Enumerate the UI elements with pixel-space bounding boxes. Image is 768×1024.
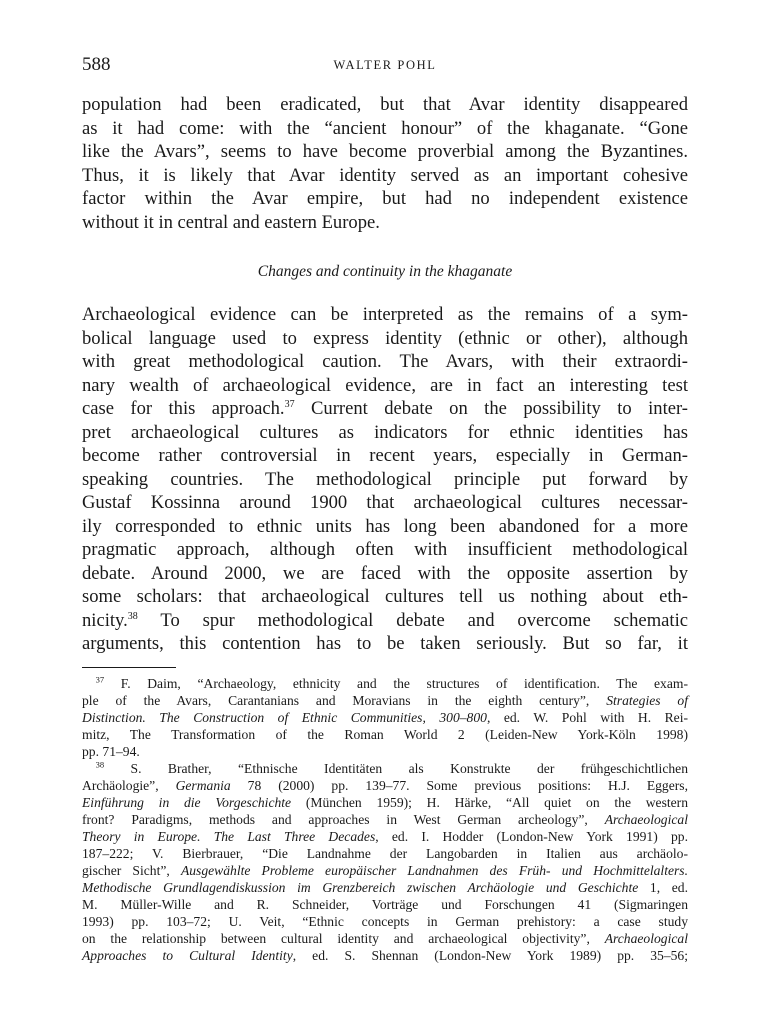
footnote-marker: 37 — [95, 674, 105, 685]
text-segment: Current debate on the possibility to inter- — [294, 398, 688, 419]
text-line: Archaeological evidence can be interpreted as the remains of a sym- — [82, 304, 688, 325]
text-segment: front? Paradigms, methods and approaches in West German archeology”, — [82, 812, 605, 827]
footnote-line: 187–222; V. Bierbrauer, “Die Landnahme der Langobarden in Italien aus archäolo- — [82, 846, 688, 861]
text-segment: Archäologie”, — [82, 778, 176, 793]
text-line: become rather controversial in recent years, especially in German- — [82, 445, 688, 466]
footnote-marker: 38 — [95, 759, 105, 770]
footnote-line — [82, 777, 688, 794]
text-line — [82, 609, 688, 633]
footnote-line — [82, 675, 688, 692]
footnote-ref-38[interactable]: 38 — [127, 610, 138, 622]
text-segment: (München 1959); H. Härke, “All quiet on the western — [291, 795, 689, 810]
text-segment: , ed. S. Shennan (London-New York 1989) pp. 35–56; — [292, 948, 689, 963]
footnote-37 — [82, 675, 688, 760]
italic-title: Germania — [175, 778, 231, 793]
text-segment: ple of the Avars, Carantanians and Moravians in the eighth century”, — [82, 693, 607, 708]
text-segment: S. Brather, “Ethnische Identitäten als Konstrukte der frühgeschichtlichen — [104, 761, 688, 776]
text-segment: 78 (2000) pp. 139–77. Some previous positions: H.J. Eggers, — [230, 778, 688, 793]
paragraph-1 — [82, 93, 688, 234]
italic-title: Approaches to Cultural Identity — [82, 948, 293, 963]
footnote-divider — [82, 667, 176, 668]
footnote-line — [82, 862, 688, 879]
text-line: debate. Around 2000, we are faced with the opposite assertion by — [82, 562, 688, 584]
italic-title: Archaeological — [604, 812, 688, 827]
text-segment: F. Daim, “Archaeology, ethnicity and the structures of identification. The exam- — [104, 676, 688, 691]
text-segment: To spur methodological debate and overcome schematic — [137, 609, 688, 631]
text-line: without it in central and eastern Europe. — [82, 211, 380, 233]
footnote-line — [82, 760, 688, 777]
text-line: as it had come: with the “ancient honour” of the khaganate. “Gone — [82, 117, 688, 139]
footnote-line — [82, 828, 688, 845]
text-line: arguments, this contention has to be taken seriously. But so far, it — [82, 633, 688, 654]
footnotes — [82, 675, 688, 964]
footnote-line — [82, 879, 688, 896]
text-line: speaking countries. The methodological principle put forward by — [82, 468, 688, 490]
text-segment: on the relationship between cultural identity and archaeological objectivity”, — [82, 931, 605, 946]
text-line: bolical language used to express identity (ethnic or other), although — [82, 327, 688, 349]
page-header — [82, 54, 688, 78]
italic-title: Archaeological — [604, 931, 688, 946]
running-head: WALTER POHL — [333, 58, 437, 72]
text-segment: , ed. I. Hodder (London-New York 1991) pp. — [375, 829, 688, 844]
text-line: Thus, it is likely that Avar identity served as an important cohesive — [82, 164, 688, 186]
footnote-line: M. Müller-Wille and R. Schneider, Vorträge und Forschungen 41 (Sigmaringen — [82, 897, 688, 912]
footnote-line — [82, 692, 688, 709]
footnote-line: pp. 71–94. — [82, 744, 140, 759]
text-line: factor within the Avar empire, but had no independent existence — [82, 188, 688, 209]
text-line: population had been eradicated, but that Avar identity disappeared — [82, 94, 688, 115]
italic-title: Strategies of — [606, 693, 689, 708]
italic-title: Ausgewählte Probleme europäischer Landnahmen des Früh- und Hochmittelalters. — [180, 863, 688, 878]
text-line: Gustaf Kossinna around 1900 that archaeological cultures necessar- — [82, 492, 688, 513]
text-segment: 1, ed. — [638, 880, 688, 895]
text-line: some scholars: that archaeological cultures tell us nothing about eth- — [82, 586, 688, 607]
footnote-line — [82, 947, 688, 964]
italic-title: Methodische Grundlagendiskussion im Grenzbereich zwischen Archäologie und Geschichte — [82, 880, 639, 895]
italic-title: Distinction. The Construction of Ethnic Communities, 300–800 — [82, 710, 487, 725]
text-line — [82, 397, 688, 421]
paragraph-2 — [82, 303, 688, 656]
footnote-line: 1993) pp. 103–72; U. Veit, “Ethnic concepts in German prehistory: a case study — [82, 914, 688, 929]
text-line: like the Avars”, seems to have become proverbial among the Byzantines. — [82, 141, 688, 162]
footnote-38 — [82, 760, 688, 964]
italic-title: Theory in Europe. The Last Three Decades — [82, 829, 376, 844]
italic-title: Einführung in die Vorgeschichte — [82, 795, 292, 810]
text-line: with great methodological caution. The Avars, with their extraordi- — [82, 351, 688, 372]
footnote-line — [82, 794, 688, 811]
text-segment: gischer Sicht”, — [82, 863, 181, 878]
text-line: pret archaeological cultures as indicators for ethnic identities has — [82, 421, 688, 443]
text-segment: case for this approach. — [82, 398, 285, 419]
text-line: ily corresponded to ethnic units has long been abandoned for a more — [82, 515, 688, 537]
footnote-line — [82, 811, 688, 828]
footnote-line — [82, 930, 688, 947]
footnote-ref-37[interactable]: 37 — [284, 398, 295, 410]
text-line: nary wealth of archaeological evidence, are in fact an interesting test — [82, 374, 688, 396]
text-segment: nicity. — [82, 609, 128, 631]
text-segment: , ed. W. Pohl with H. Rei- — [486, 710, 688, 725]
footnote-line — [82, 709, 688, 726]
footnote-line: mitz, The Transformation of the Roman World 2 (Leiden-New York-Köln 1998) — [82, 727, 688, 742]
section-heading: Changes and continuity in the khaganate — [257, 263, 513, 280]
text-line: pragmatic approach, although often with insufficient methodological — [82, 539, 688, 560]
page-number: 588 — [82, 54, 111, 75]
